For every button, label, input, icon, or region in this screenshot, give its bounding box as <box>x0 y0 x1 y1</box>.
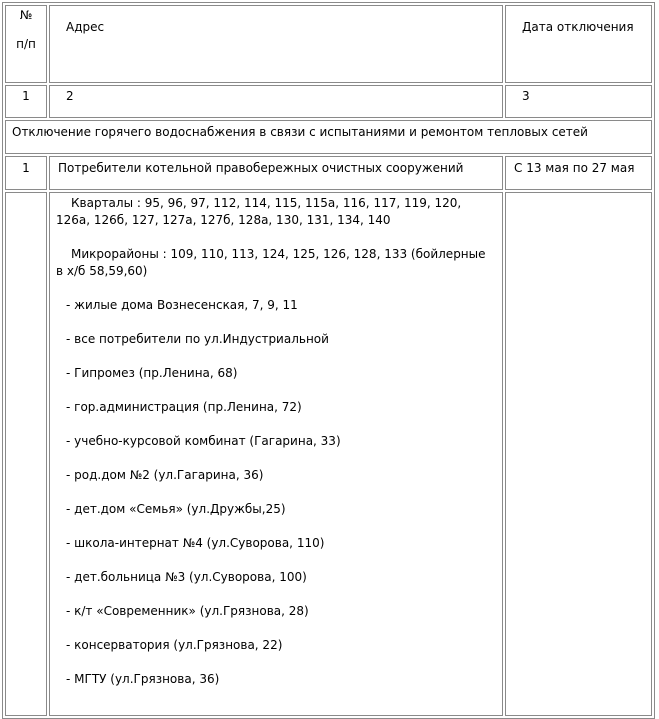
header-number-abbr: п/п <box>16 37 36 51</box>
details-row <box>5 192 652 716</box>
section-row <box>5 120 652 154</box>
header-number-symbol: № <box>19 8 33 22</box>
column-index-2: 2 <box>49 85 503 118</box>
section-title: Отключение горячего водоснабжения в связи с испытаниями и ремонтом тепловых сетей <box>5 120 652 154</box>
column-index-row <box>5 85 652 118</box>
consumer-list-item: - Гипромез (пр.Ленина, 68) <box>66 366 238 380</box>
outage-table <box>2 2 655 719</box>
consumer-list <box>56 297 494 688</box>
details-address-cell <box>49 192 503 716</box>
consumer-list-item: - консерватория (ул.Грязнова, 22) <box>66 638 283 652</box>
header-address-cell: Адрес <box>49 5 503 83</box>
header-date-cell: Дата отключения <box>505 5 652 83</box>
mikrorayony-text: Микрорайоны : 109, 110, 113, 124, 125, 126, 128, 133 (бойлерные в х/б 58,59,60) <box>56 247 486 278</box>
consumer-list-item: - гор.администрация (пр.Ленина, 72) <box>66 400 302 414</box>
consumer-list-item: - дет.дом «Семья» (ул.Дружбы,25) <box>66 502 286 516</box>
consumer-list-item: - все потребители по ул.Индустриальной <box>66 332 329 346</box>
column-index-3: 3 <box>505 85 652 118</box>
kvartaly-text: Кварталы : 95, 96, 97, 112, 114, 115, 115а, 116, 117, 119, 120, 126а, 126б, 127, 127а, 127б, 128а, 130, 131, 134, 140 <box>56 196 462 227</box>
consumer-list-item: - род.дом №2 (ул.Гагарина, 36) <box>66 468 264 482</box>
item-number: 1 <box>5 156 47 190</box>
consumer-list-item: - МГТУ (ул.Грязнова, 36) <box>66 672 220 686</box>
column-index-1: 1 <box>5 85 47 118</box>
item-name: Потребители котельной правобережных очистных сооружений <box>49 156 503 190</box>
consumer-list-item: - учебно-курсовой комбинат (Гагарина, 33) <box>66 434 341 448</box>
item-row <box>5 156 652 190</box>
details-date-cell <box>505 192 652 716</box>
consumer-list-item: - школа-интернат №4 (ул.Суворова, 110) <box>66 536 325 550</box>
header-row <box>5 5 652 83</box>
consumer-list-item: - жилые дома Вознесенская, 7, 9, 11 <box>66 298 298 312</box>
consumer-list-item: - дет.больница №3 (ул.Суворова, 100) <box>66 570 307 584</box>
details-number-cell <box>5 192 47 716</box>
consumer-list-item: - к/т «Современник» (ул.Грязнова, 28) <box>66 604 309 618</box>
item-date: С 13 мая по 27 мая <box>505 156 652 190</box>
header-number-cell <box>5 5 47 83</box>
